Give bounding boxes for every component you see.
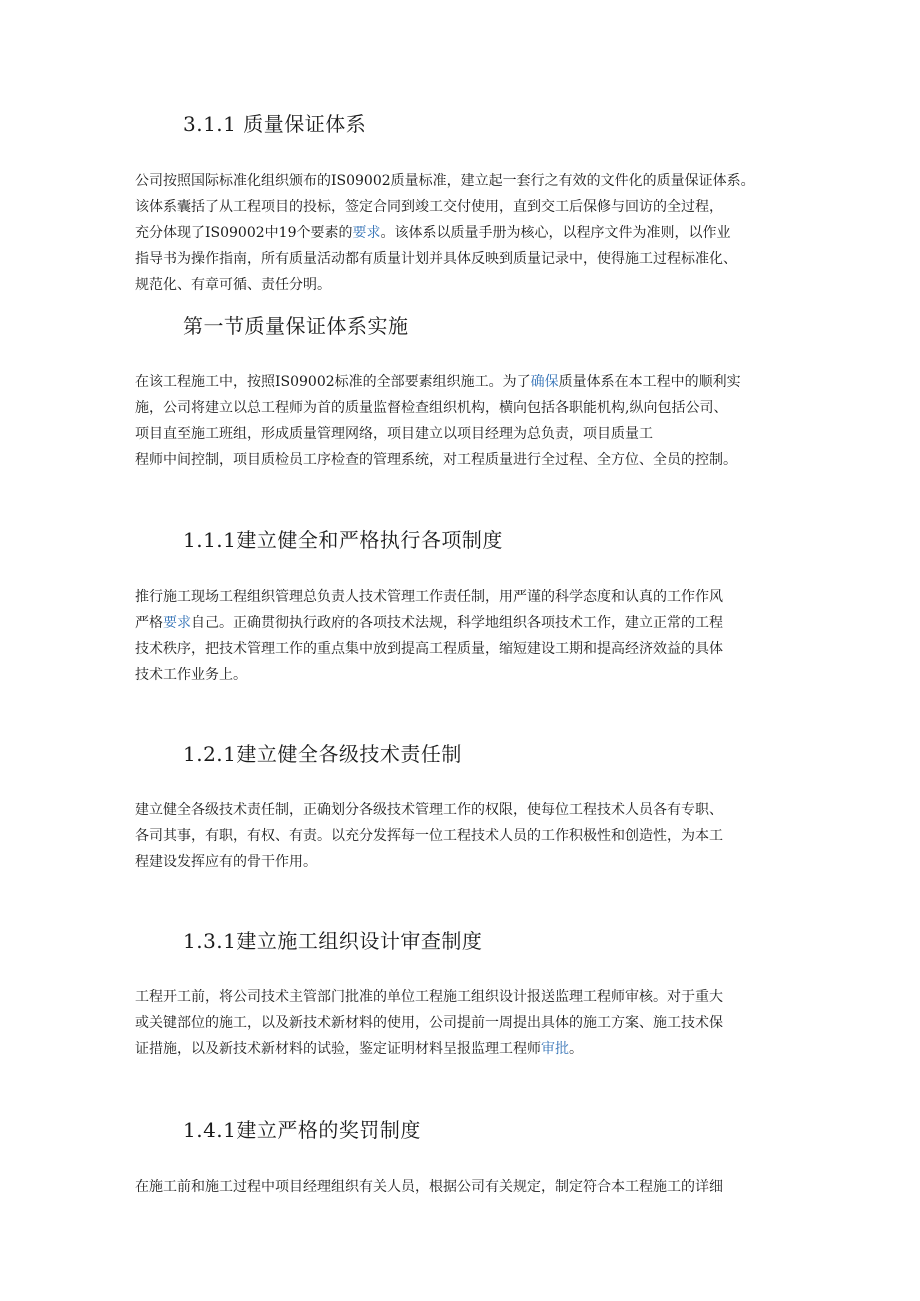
text-run: 严格 [135, 615, 163, 631]
section-paragraph [135, 369, 795, 473]
section-heading: 第一节质量保证体系实施 [183, 314, 409, 338]
paragraph-line: 项目直至施工班组，形成质量管理网络，项目建立以项目经理为总负责，项目质量工 [135, 426, 653, 442]
paragraph-line: 程建设发挥应有的骨干作用。 [135, 854, 317, 870]
section-heading: 3.1.1 质量保证体系 [183, 112, 367, 136]
paragraph-line: 规范化、有章可循、责任分明。 [135, 277, 331, 293]
section-heading: 1.3.1建立施工组织设计审查制度 [183, 929, 483, 953]
paragraph-line [135, 1036, 795, 1062]
paragraph-line: 公司按照国际标准化组织颁布的IS09002质量标准，建立起一套行之有效的文件化的质量保证体系。 [135, 173, 755, 189]
section-paragraph [135, 797, 795, 875]
paragraph-line: 该体系囊括了从工程项目的投标，签定合同到竣工交付使用，直到交工后保修与回访的全过程， [135, 199, 723, 215]
section-paragraph [135, 584, 795, 688]
text-run: 质量体系在本工程中的顺利实 [558, 374, 741, 390]
link-ensure[interactable]: 确保 [530, 374, 559, 390]
paragraph-line: 施，公司将建立以总工程师为首的质量监督检查组织机构，横向包括各职能机构,纵向包括公司、 [135, 400, 728, 416]
link-requirement[interactable]: 要求 [163, 615, 191, 631]
section-heading: 1.2.1建立健全各级技术责任制 [183, 742, 462, 766]
paragraph-line: 各司其事，有职，有权、有责。以充分发挥每一位工程技术人员的工作积极性和创造性，为本工 [135, 828, 723, 844]
paragraph-line [135, 220, 795, 246]
section-paragraph [135, 984, 795, 1062]
paragraph-line: 工程开工前，将公司技术主管部门批准的单位工程施工组织设计报送监理工程师审核。对于重大 [135, 989, 723, 1005]
text-run: 充分体现了IS09002中19个要素的 [135, 225, 353, 241]
paragraph-line: 程师中间控制，项目质检员工序检查的管理系统，对工程质量进行全过程、全方位、全员的控制。 [135, 452, 737, 468]
paragraph-line: 推行施工现场工程组织管理总负责人技术管理工作责任制，用严谨的科学态度和认真的工作作风 [135, 589, 723, 605]
text-run: 在该工程施工中，按照IS09002标准的全部要素组织施工。为了 [135, 374, 531, 390]
link-approval[interactable]: 审批 [541, 1041, 569, 1057]
section-paragraph [135, 168, 795, 298]
section-paragraph [135, 1174, 795, 1200]
paragraph-line: 在施工前和施工过程中项目经理组织有关人员，根据公司有关规定，制定符合本工程施工的详细 [135, 1179, 723, 1195]
text-run: 证措施，以及新技术新材料的试验，鉴定证明材料呈报监理工程师 [135, 1041, 541, 1057]
paragraph-line: 技术秩序，把技术管理工作的重点集中放到提高工程质量，缩短建设工期和提高经济效益的具体 [135, 641, 723, 657]
text-run: 。该体系以质量手册为核心，以程序文件为准则，以作业 [380, 225, 731, 241]
section-heading: 1.1.1建立健全和严格执行各项制度 [183, 528, 503, 552]
link-requirement[interactable]: 要求 [352, 225, 381, 241]
paragraph-line [135, 369, 795, 395]
text-run: 自己。正确贯彻执行政府的各项技术法规，科学地组织各项技术工作，建立正常的工程 [191, 615, 723, 631]
section-heading: 1.4.1建立严格的奖罚制度 [183, 1118, 421, 1142]
paragraph-line: 或关键部位的施工，以及新技术新材料的使用，公司提前一周提出具体的施工方案、施工技术保 [135, 1015, 723, 1031]
paragraph-line: 建立健全各级技术责任制，正确划分各级技术管理工作的权限，使每位工程技术人员各有专职、 [135, 802, 723, 818]
paragraph-line [135, 610, 795, 636]
paragraph-line: 技术工作业务上。 [135, 667, 247, 683]
text-run: 。 [569, 1041, 583, 1057]
paragraph-line: 指导书为操作指南，所有质量活动都有质量计划并具体反映到质量记录中，使得施工过程标准化、 [135, 251, 737, 267]
